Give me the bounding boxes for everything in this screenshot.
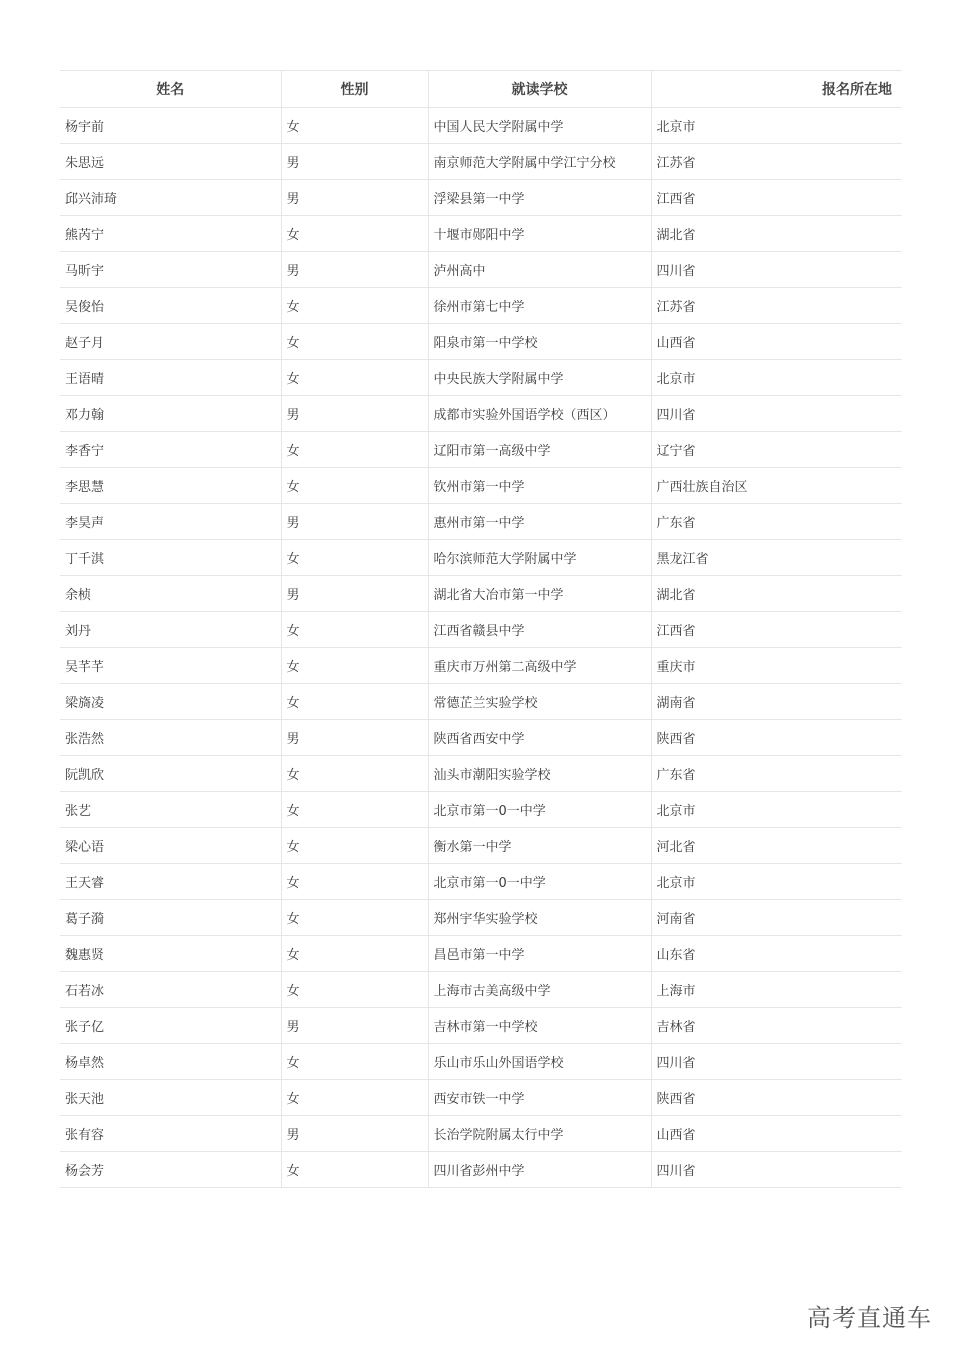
- cell-school: 中国人民大学附属中学: [428, 108, 651, 144]
- cell-gender: 女: [281, 360, 428, 396]
- cell-school: 湖北省大冶市第一中学: [428, 576, 651, 612]
- cell-name: 刘丹: [60, 612, 281, 648]
- cell-region: 上海市: [651, 972, 902, 1008]
- cell-gender: 女: [281, 684, 428, 720]
- cell-gender: 女: [281, 828, 428, 864]
- cell-school: 陕西省西安中学: [428, 720, 651, 756]
- cell-gender: 女: [281, 864, 428, 900]
- cell-school: 十堰市郧阳中学: [428, 216, 651, 252]
- cell-gender: 男: [281, 1008, 428, 1044]
- cell-name: 马昕宇: [60, 252, 281, 288]
- table-row: [60, 216, 902, 252]
- cell-school: 乐山市乐山外国语学校: [428, 1044, 651, 1080]
- cell-name: 阮凯欣: [60, 756, 281, 792]
- cell-gender: 女: [281, 792, 428, 828]
- cell-school: 吉林市第一中学校: [428, 1008, 651, 1044]
- cell-name: 魏惠贤: [60, 936, 281, 972]
- cell-name: 王语晴: [60, 360, 281, 396]
- table-row: [60, 720, 902, 756]
- cell-school: 长治学院附属太行中学: [428, 1116, 651, 1152]
- cell-gender: 男: [281, 576, 428, 612]
- cell-gender: 女: [281, 648, 428, 684]
- cell-region: 河南省: [651, 900, 902, 936]
- cell-school: 哈尔滨师范大学附属中学: [428, 540, 651, 576]
- cell-name: 葛子漪: [60, 900, 281, 936]
- cell-region: 广东省: [651, 504, 902, 540]
- cell-gender: 男: [281, 252, 428, 288]
- cell-school: 辽阳市第一高级中学: [428, 432, 651, 468]
- table-row: [60, 432, 902, 468]
- table-body: [60, 108, 902, 1188]
- cell-name: 余桢: [60, 576, 281, 612]
- cell-name: 朱思远: [60, 144, 281, 180]
- cell-name: 张子亿: [60, 1008, 281, 1044]
- cell-region: 江苏省: [651, 288, 902, 324]
- table-row: [60, 900, 902, 936]
- cell-name: 熊芮宁: [60, 216, 281, 252]
- cell-name: 杨卓然: [60, 1044, 281, 1080]
- cell-gender: 女: [281, 1080, 428, 1116]
- table-row: [60, 864, 902, 900]
- cell-school: 徐州市第七中学: [428, 288, 651, 324]
- cell-gender: 男: [281, 180, 428, 216]
- cell-name: 邓力翰: [60, 396, 281, 432]
- cell-school: 北京市第一0一中学: [428, 792, 651, 828]
- table-row: [60, 288, 902, 324]
- cell-region: 江西省: [651, 612, 902, 648]
- cell-region: 山东省: [651, 936, 902, 972]
- table-row: [60, 108, 902, 144]
- cell-gender: 女: [281, 216, 428, 252]
- cell-gender: 女: [281, 756, 428, 792]
- cell-gender: 男: [281, 720, 428, 756]
- table-row: [60, 612, 902, 648]
- cell-gender: 男: [281, 144, 428, 180]
- cell-region: 吉林省: [651, 1008, 902, 1044]
- cell-gender: 女: [281, 324, 428, 360]
- table-row: [60, 144, 902, 180]
- cell-name: 李昊声: [60, 504, 281, 540]
- cell-gender: 女: [281, 612, 428, 648]
- student-table: [60, 70, 902, 1188]
- table-row: [60, 972, 902, 1008]
- cell-region: 山西省: [651, 1116, 902, 1152]
- table-row: [60, 468, 902, 504]
- cell-gender: 女: [281, 1152, 428, 1188]
- cell-school: 西安市铁一中学: [428, 1080, 651, 1116]
- cell-gender: 男: [281, 396, 428, 432]
- cell-gender: 女: [281, 1044, 428, 1080]
- table-row: [60, 1008, 902, 1044]
- cell-region: 四川省: [651, 396, 902, 432]
- cell-school: 四川省彭州中学: [428, 1152, 651, 1188]
- table-row: [60, 648, 902, 684]
- cell-gender: 女: [281, 108, 428, 144]
- cell-school: 郑州宇华实验学校: [428, 900, 651, 936]
- cell-school: 浮梁县第一中学: [428, 180, 651, 216]
- cell-gender: 女: [281, 468, 428, 504]
- cell-name: 王天睿: [60, 864, 281, 900]
- cell-gender: 男: [281, 504, 428, 540]
- cell-name: 张浩然: [60, 720, 281, 756]
- cell-gender: 女: [281, 540, 428, 576]
- cell-gender: 男: [281, 1116, 428, 1152]
- cell-name: 李思慧: [60, 468, 281, 504]
- table-row: [60, 1152, 902, 1188]
- table-row: [60, 1080, 902, 1116]
- cell-name: 李香宁: [60, 432, 281, 468]
- cell-name: 邱兴沛琦: [60, 180, 281, 216]
- cell-gender: 女: [281, 432, 428, 468]
- cell-gender: 女: [281, 288, 428, 324]
- table-row: [60, 324, 902, 360]
- cell-name: 赵子月: [60, 324, 281, 360]
- cell-name: 杨宇前: [60, 108, 281, 144]
- cell-school: 阳泉市第一中学校: [428, 324, 651, 360]
- cell-region: 山西省: [651, 324, 902, 360]
- cell-name: 张艺: [60, 792, 281, 828]
- cell-region: 江西省: [651, 180, 902, 216]
- cell-region: 重庆市: [651, 648, 902, 684]
- cell-name: 石若冰: [60, 972, 281, 1008]
- table-row: [60, 792, 902, 828]
- table-header-row: [60, 71, 902, 108]
- cell-school: 江西省赣县中学: [428, 612, 651, 648]
- table-row: [60, 576, 902, 612]
- cell-school: 衡水第一中学: [428, 828, 651, 864]
- cell-region: 四川省: [651, 1044, 902, 1080]
- cell-school: 惠州市第一中学: [428, 504, 651, 540]
- cell-region: 湖北省: [651, 216, 902, 252]
- cell-region: 河北省: [651, 828, 902, 864]
- cell-name: 张有容: [60, 1116, 281, 1152]
- table-row: [60, 1116, 902, 1152]
- cell-name: 梁旖凌: [60, 684, 281, 720]
- table-row: [60, 684, 902, 720]
- cell-region: 北京市: [651, 864, 902, 900]
- cell-school: 上海市古美高级中学: [428, 972, 651, 1008]
- table-row: [60, 396, 902, 432]
- cell-region: 湖北省: [651, 576, 902, 612]
- header-name: 姓名: [60, 71, 281, 108]
- cell-name: 张天池: [60, 1080, 281, 1116]
- cell-name: 丁千淇: [60, 540, 281, 576]
- cell-region: 陕西省: [651, 1080, 902, 1116]
- cell-school: 泸州高中: [428, 252, 651, 288]
- cell-name: 杨会芳: [60, 1152, 281, 1188]
- header-region: 报名所在地: [651, 71, 902, 108]
- cell-region: 黑龙江省: [651, 540, 902, 576]
- cell-region: 湖南省: [651, 684, 902, 720]
- cell-region: 北京市: [651, 360, 902, 396]
- table-row: [60, 828, 902, 864]
- cell-school: 中央民族大学附属中学: [428, 360, 651, 396]
- cell-name: 吴芊芊: [60, 648, 281, 684]
- table-row: [60, 756, 902, 792]
- cell-school: 成都市实验外国语学校（西区）: [428, 396, 651, 432]
- cell-region: 北京市: [651, 108, 902, 144]
- header-school: 就读学校: [428, 71, 651, 108]
- cell-gender: 女: [281, 972, 428, 1008]
- cell-region: 江苏省: [651, 144, 902, 180]
- cell-school: 重庆市万州第二高级中学: [428, 648, 651, 684]
- table-row: [60, 936, 902, 972]
- cell-region: 辽宁省: [651, 432, 902, 468]
- cell-school: 北京市第一0一中学: [428, 864, 651, 900]
- cell-gender: 女: [281, 900, 428, 936]
- cell-name: 吴俊怡: [60, 288, 281, 324]
- watermark-logo-text: 高考直通车: [807, 1304, 932, 1332]
- table-row: [60, 180, 902, 216]
- table-row: [60, 252, 902, 288]
- cell-region: 陕西省: [651, 720, 902, 756]
- cell-school: 汕头市潮阳实验学校: [428, 756, 651, 792]
- cell-region: 广西壮族自治区: [651, 468, 902, 504]
- cell-school: 钦州市第一中学: [428, 468, 651, 504]
- cell-region: 北京市: [651, 792, 902, 828]
- cell-school: 昌邑市第一中学: [428, 936, 651, 972]
- table-row: [60, 1044, 902, 1080]
- table-row: [60, 540, 902, 576]
- table-row: [60, 360, 902, 396]
- cell-region: 广东省: [651, 756, 902, 792]
- header-gender: 性别: [281, 71, 428, 108]
- cell-school: 常德芷兰实验学校: [428, 684, 651, 720]
- cell-region: 四川省: [651, 1152, 902, 1188]
- table-row: [60, 504, 902, 540]
- cell-name: 梁心语: [60, 828, 281, 864]
- cell-school: 南京师范大学附属中学江宁分校: [428, 144, 651, 180]
- cell-region: 四川省: [651, 252, 902, 288]
- cell-gender: 女: [281, 936, 428, 972]
- student-table-container: [60, 70, 902, 1188]
